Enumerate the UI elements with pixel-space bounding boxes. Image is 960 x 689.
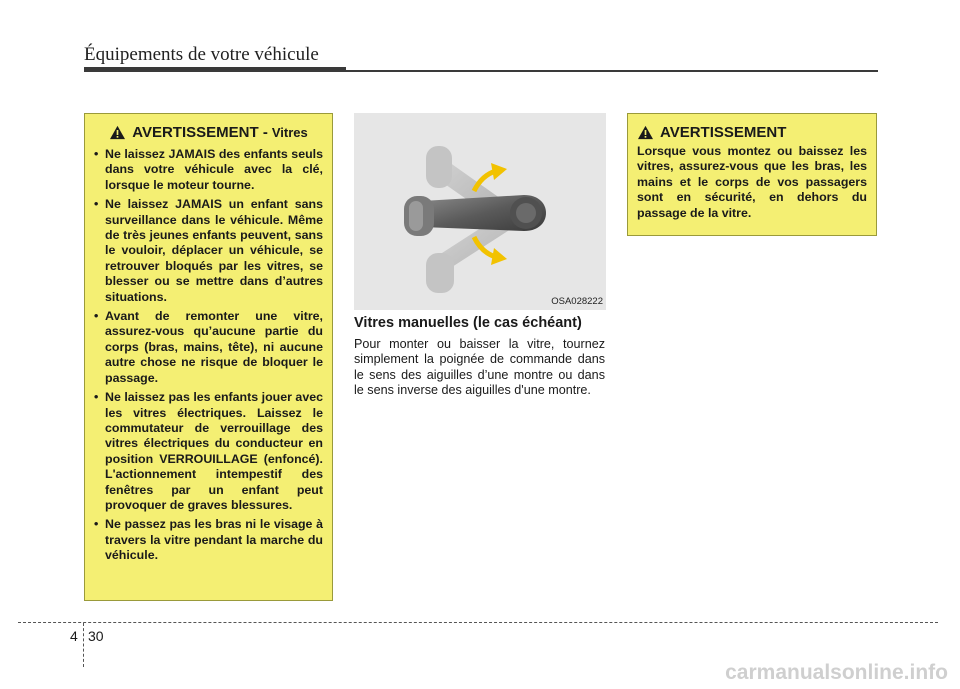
figure-code: OSA028222: [551, 296, 603, 307]
page-number: 30: [88, 628, 104, 644]
header-rule-thin: [346, 70, 878, 72]
warning-item: • Ne laissez JAMAIS un enfant sans surveillance dans le véhicule. Même de très jeunes enfants peuvent, sans le vouloir, déplacer un véhicule, se retrouver bloqués par les vitres, se blesser ou se mettre dans d’autres situations.: [94, 197, 323, 305]
warning-item: • Ne laissez pas les enfants jouer avec les vitres électriques. Laissez le commutateur de verrouillage des vitres électriques du conducteur en position VERROUILLAGE (enfoncé). L'actionnement intempestif des fenêtres par un enfant peut provoquer de graves blessures.: [94, 390, 323, 513]
warning-item: • Ne passez pas les bras ni le visage à travers la vitre pendant la marche du véhicule.: [94, 517, 323, 563]
warning-box-windows: [84, 113, 333, 601]
section-title: Vitres manuelles (le cas échéant): [354, 315, 582, 331]
warning-triangle-icon: [109, 125, 126, 140]
warning-header: [94, 124, 323, 141]
page-header-title: Équipements de votre véhicule: [84, 44, 319, 65]
window-crank-illustration: [354, 113, 606, 310]
footer-rule: [18, 622, 938, 623]
warning-triangle-icon: [637, 125, 654, 140]
warning-title: AVERTISSEMENT: [660, 124, 787, 141]
warning-text: Lorsque vous montez ou baissez les vitres, assurez-vous que les bras, les mains et le corps de vos passagers sont en sécurité, en dehors du passage de la vitre.: [637, 144, 867, 220]
section-body: Pour monter ou baisser la vitre, tournez simplement la poignée de commande dans le sens des aiguilles d’une montre ou dans le sens inverse des aiguilles d'une montre.: [354, 337, 605, 398]
warning-subtitle: Vitres: [271, 125, 308, 140]
header-rule-thick: [84, 67, 346, 72]
warning-item: • Avant de remonter une vitre, assurez-vous qu’aucune partie du corps (bras, mains, tête), ni aucune autre chose ne risque de bloquer le passage.: [94, 309, 323, 386]
site-watermark: carmanualsonline.info: [725, 661, 948, 684]
warning-title: AVERTISSEMENT -: [132, 124, 268, 141]
warning-header: [637, 124, 867, 141]
warning-item: • Ne laissez JAMAIS des enfants seuls dans votre véhicule avec la clé, lorsque le moteur tourne.: [94, 147, 323, 193]
warning-list: [94, 147, 323, 564]
window-crank-figure: [354, 113, 606, 310]
warning-box-passengers: [627, 113, 877, 236]
footer-divider: [83, 623, 84, 667]
chapter-number: 4: [70, 628, 78, 644]
